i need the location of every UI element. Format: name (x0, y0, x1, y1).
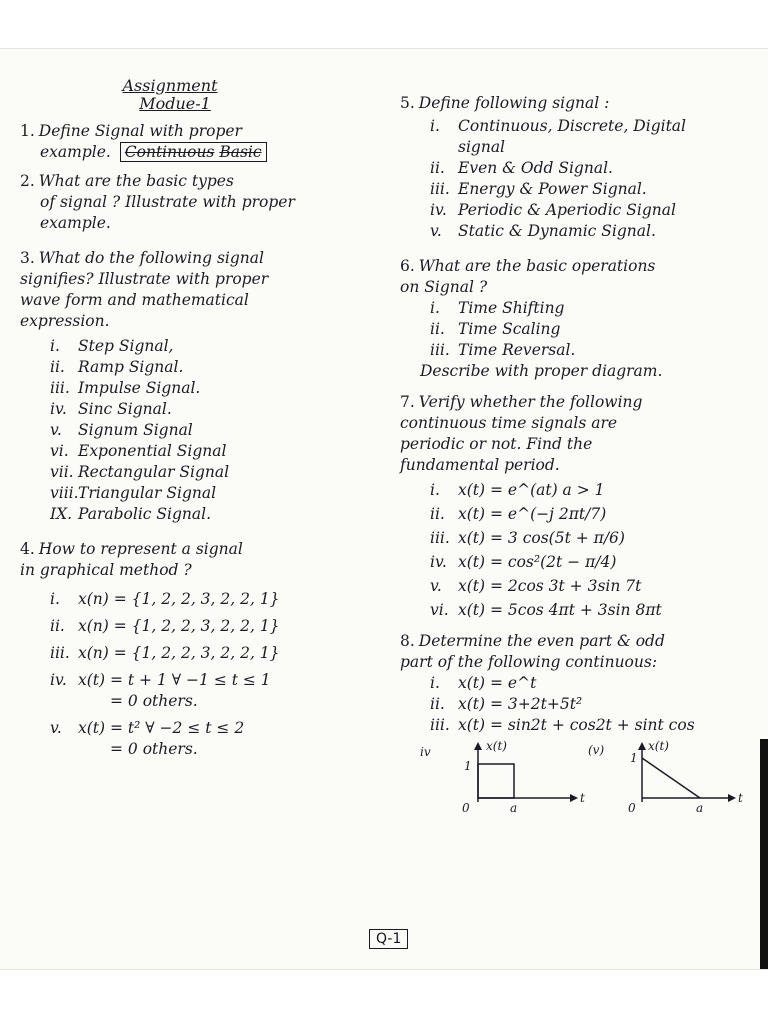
q2-line2: of signal ? Illustrate with proper (40, 193, 295, 211)
q2-line3: example. (40, 214, 111, 232)
list-item: ii. Time Scaling (430, 320, 561, 338)
heading-title: Assignment (122, 76, 218, 95)
q4-list (20, 589, 380, 760)
q4-line2: in graphical method ? (20, 561, 192, 579)
q6-line3: Describe with proper diagram. (420, 362, 663, 380)
list-item: vii. Rectangular Signal (50, 463, 230, 481)
q1-number: 1. (20, 122, 35, 140)
q6-line2: on Signal ? (400, 278, 488, 296)
q8-graphs (400, 740, 762, 812)
list-item: i. Continuous, Discrete, Digital (430, 117, 686, 135)
list-item: v. Static & Dynamic Signal. (430, 222, 656, 240)
g2-t-arrow-icon (728, 794, 736, 802)
g1-one-label: 1 (464, 759, 472, 773)
list-item: ii. x(t) = 3+2t+5t² (430, 695, 583, 713)
list-item: v. x(t) = 2cos 3t + 3sin 7t (430, 577, 642, 595)
question-7 (400, 392, 762, 621)
q5-list (400, 116, 762, 242)
q7-line2: continuous time signals are (400, 414, 618, 432)
g2-a-label: a (696, 801, 704, 812)
g2-zero-label: 0 (628, 801, 636, 812)
q3-list (20, 336, 380, 525)
q8-line1: Determine the even part & odd (418, 632, 665, 650)
q4-line1: How to represent a signal (38, 540, 243, 558)
list-item: iii. Time Reversal. (430, 341, 576, 359)
q7-line1: Verify whether the following (418, 393, 643, 411)
g1-pulse (478, 764, 514, 798)
q6-number: 6. (400, 257, 415, 275)
list-item: ii. x(n) = {1, 2, 2, 3, 2, 2, 1} (50, 617, 280, 635)
g1-number: iv (420, 745, 431, 759)
q8-sketch-graphs (420, 740, 750, 812)
q3-line4: expression. (20, 312, 110, 330)
list-item: iii. x(n) = {1, 2, 2, 3, 2, 2, 1} (50, 644, 280, 662)
q5-line1: Define following signal : (418, 94, 610, 112)
question-4 (20, 539, 380, 760)
g1-zero-label: 0 (462, 801, 470, 812)
list-item: iii. x(t) = sin2t + cos2t + sint cos (430, 716, 695, 734)
g2-t-label: t (738, 791, 743, 805)
list-item: iv. Sinc Signal. (50, 400, 172, 418)
q1-boxed-struck: Basic (219, 143, 262, 161)
q8-line2: part of the following continuous: (400, 653, 658, 671)
binding-edge (760, 739, 768, 969)
g1-y-label: x(t) (486, 740, 507, 753)
q7-line4: fundamental period. (400, 456, 560, 474)
notebook-page (0, 48, 768, 970)
list-item: iv. x(t) = t + 1 ∀ −1 ≤ t ≤ 1 (50, 671, 271, 689)
left-column (20, 77, 380, 760)
q6-list (400, 298, 762, 361)
g2-ramp (642, 758, 700, 798)
q1-boxed-words (120, 142, 267, 162)
question-1 (20, 121, 380, 163)
list-item: v. x(t) = t² ∀ −2 ≤ t ≤ 2 (50, 719, 245, 737)
question-5 (400, 93, 762, 242)
g2-y-label: x(t) (648, 740, 669, 753)
list-item: i. Step Signal, (50, 337, 174, 355)
question-2 (20, 171, 380, 234)
list-item: iv. Periodic & Aperiodic Signal (430, 201, 676, 219)
list-item: i. Time Shifting (430, 299, 565, 317)
q6-line1: What are the basic operations (418, 257, 656, 275)
q5-number: 5. (400, 94, 415, 112)
list-item: signal (458, 138, 506, 156)
q7-line3: periodic or not. Find the (400, 435, 593, 453)
g1-y-arrow-icon (474, 742, 482, 750)
list-item: iii. Energy & Power Signal. (430, 180, 647, 198)
q2-line1: What are the basic types (38, 172, 234, 190)
question-8 (400, 631, 762, 812)
g2-number: (v) (588, 743, 605, 757)
list-item: = 0 others. (110, 692, 198, 710)
list-item: vi. x(t) = 5cos 4πt + 3sin 8πt (430, 601, 662, 619)
g1-t-arrow-icon (570, 794, 578, 802)
q7-list (400, 480, 762, 621)
g1-a-label: a (510, 801, 518, 812)
list-item: vi. Exponential Signal (50, 442, 227, 460)
list-item: i. x(t) = e^t (430, 674, 537, 692)
q1-line2: example. (40, 143, 111, 161)
list-item: IX. Parabolic Signal. (50, 505, 212, 523)
right-column (400, 77, 762, 812)
g2-one-label: 1 (630, 751, 638, 765)
page-number-box: Q-1 (369, 929, 408, 949)
q1-struck-word: Continuous (124, 143, 215, 161)
q3-number: 3. (20, 249, 35, 267)
assignment-heading (80, 77, 260, 113)
list-item: ii. Even & Odd Signal. (430, 159, 613, 177)
list-item: i. x(n) = {1, 2, 2, 3, 2, 2, 1} (50, 590, 280, 608)
list-item: v. Signum Signal (50, 421, 193, 439)
q3-line2: signifies? Illustrate with proper (20, 270, 269, 288)
list-item: viii.Triangular Signal (50, 484, 217, 502)
list-item: = 0 others. (110, 740, 198, 758)
question-3 (20, 248, 380, 525)
g1-t-label: t (580, 791, 585, 805)
list-item: i. x(t) = e^(at) a > 1 (430, 481, 605, 499)
q7-number: 7. (400, 393, 415, 411)
list-item: iii. Impulse Signal. (50, 379, 201, 397)
q1-line1: Define Signal with proper (38, 122, 242, 140)
q3-line1: What do the following signal (38, 249, 264, 267)
q2-number: 2. (20, 172, 35, 190)
list-item: iv. x(t) = cos²(2t − π/4) (430, 553, 617, 571)
question-6 (400, 256, 762, 382)
list-item: ii. x(t) = e^(−j 2πt/7) (430, 505, 607, 523)
list-item: iii. x(t) = 3 cos(5t + π/6) (430, 529, 625, 547)
q4-number: 4. (20, 540, 35, 558)
g2-y-arrow-icon (638, 742, 646, 750)
q3-line3: wave form and mathematical (20, 291, 249, 309)
heading-subtitle: Modue-1 (139, 94, 211, 113)
q8-number: 8. (400, 632, 415, 650)
q8-list (400, 673, 762, 736)
list-item: ii. Ramp Signal. (50, 358, 184, 376)
